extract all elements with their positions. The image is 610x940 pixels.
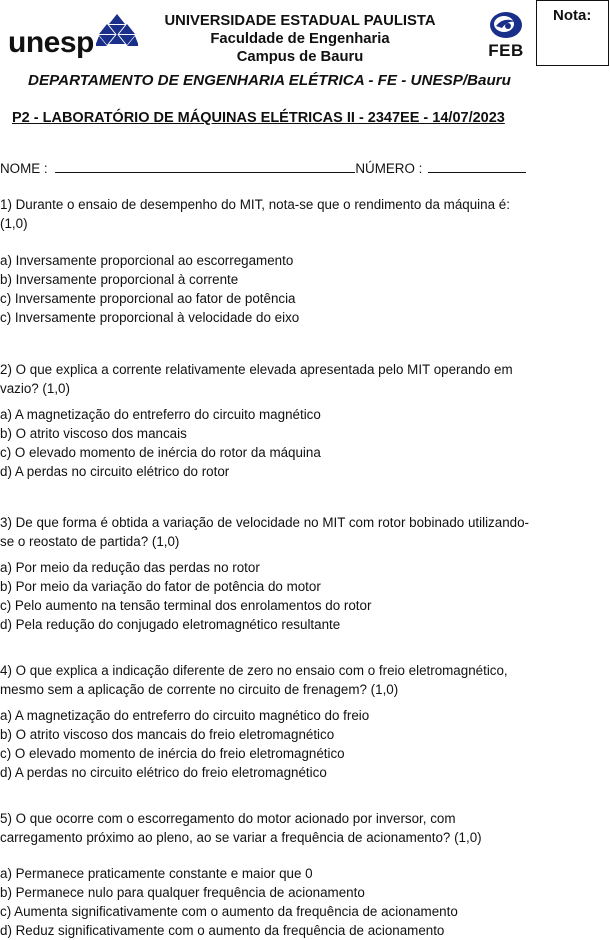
question-2-option-a[interactable]: a) A magnetização do entreferro do circuito magnético (0, 407, 321, 422)
question-line: 1) Durante o ensaio de desempenho do MIT, nota-se que o rendimento da máquina é: (0, 197, 510, 212)
name-label: NOME : (0, 161, 48, 176)
question-4-option-a[interactable]: a) A magnetização do entreferro do circuito magnético do freio (0, 708, 370, 723)
university-name: UNIVERSIDADE ESTADUAL PAULISTA (164, 13, 436, 29)
question-5-option-d[interactable]: d) Reduz significativamente com o aumento da frequência de acionamento (0, 923, 445, 938)
unesp-logo-icon (96, 13, 138, 51)
question-line: vazio? (1,0) (0, 381, 70, 396)
name-field[interactable] (55, 160, 355, 173)
question-line: 4) O que explica a indicação diferente de zero no ensaio com o freio eletromagnético, (0, 663, 508, 678)
feb-logo (478, 10, 534, 61)
grade-label: Nota: (553, 7, 592, 24)
exam-title: P2 - LABORATÓRIO DE MÁQUINAS ELÉTRICAS II - 2347EE - 14/07/2023 (12, 110, 505, 126)
question-5-text (0, 809, 600, 847)
question-1-option-d[interactable]: c) Inversamente proporcional à velocidade do eixo (0, 310, 300, 325)
number-label: NÚMERO : (355, 161, 423, 176)
feb-emblem-icon (486, 10, 526, 40)
question-line: 2) O que explica a corrente relativamente elevada apresentada pelo MIT operando em (0, 362, 513, 377)
institution-title (140, 12, 460, 66)
campus-name: Campus de Bauru (236, 49, 364, 65)
faculty-name: Faculdade de Engenharia (210, 31, 390, 47)
question-5-option-c[interactable]: c) Aumenta significativamente com o aumento da frequência de acionamento (0, 904, 458, 919)
question-1-option-b[interactable]: b) Inversamente proporcional à corrente (0, 272, 239, 287)
question-4-option-d[interactable]: d) A perdas no circuito elétrico do freio eletromagnético (0, 765, 327, 780)
student-info-line (0, 160, 526, 176)
question-4-option-c[interactable]: c) O elevado momento de inércia do freio eletromagnético (0, 746, 345, 761)
question-1-option-a[interactable]: a) Inversamente proporcional ao escorregamento (0, 253, 294, 268)
question-2-option-d[interactable]: d) A perdas no circuito elétrico do rotor (0, 464, 230, 479)
question-line: 3) De que forma é obtida a variação de velocidade no MIT com rotor bobinado utilizando- (0, 515, 529, 530)
question-3-option-a[interactable]: a) Por meio da redução das perdas no rotor (0, 560, 260, 575)
question-3-option-b[interactable]: b) Por meio da variação do fator de potência do motor (0, 579, 321, 594)
question-line: mesmo sem a aplicação de corrente no circuito de frenagem? (1,0) (0, 682, 399, 697)
question-line: (1,0) (0, 216, 28, 231)
question-5-option-a[interactable]: a) Permanece praticamente constante e maior que 0 (0, 866, 313, 881)
question-4-option-b[interactable]: b) O atrito viscoso dos mancais do freio eletromagnético (0, 727, 335, 742)
question-3-option-d[interactable]: d) Pela redução do conjugado eletromagnético resultante (0, 617, 341, 632)
unesp-logo-text: unesp (8, 26, 94, 59)
question-3-option-c[interactable]: c) Pelo aumento na tensão terminal dos enrolamentos do rotor (0, 598, 372, 613)
question-2-option-c[interactable]: c) O elevado momento de inércia do rotor da máquina (0, 445, 321, 460)
question-5-option-b[interactable]: b) Permanece nulo para qualquer frequência de acionamento (0, 885, 365, 900)
question-line: 5) O que ocorre com o escorregamento do motor acionado por inversor, com (0, 811, 456, 826)
question-2-text (0, 360, 600, 398)
department-title: DEPARTAMENTO DE ENGENHARIA ELÉTRICA - FE - UNESP/Bauru (28, 72, 511, 89)
number-field[interactable] (428, 160, 526, 173)
question-line: carregamento próximo ao pleno, ao se variar a frequência de acionamento? (1,0) (0, 830, 482, 845)
feb-logo-text: FEB (488, 41, 524, 60)
question-3-text (0, 513, 600, 551)
question-2-option-b[interactable]: b) O atrito viscoso dos mancais (0, 426, 187, 441)
question-line: se o reostato de partida? (1,0) (0, 534, 180, 549)
grade-box[interactable] (536, 0, 609, 66)
question-1-text (0, 195, 600, 233)
question-4-text (0, 661, 600, 699)
question-1-option-c[interactable]: c) Inversamente proporcional ao fator de potência (0, 291, 296, 306)
